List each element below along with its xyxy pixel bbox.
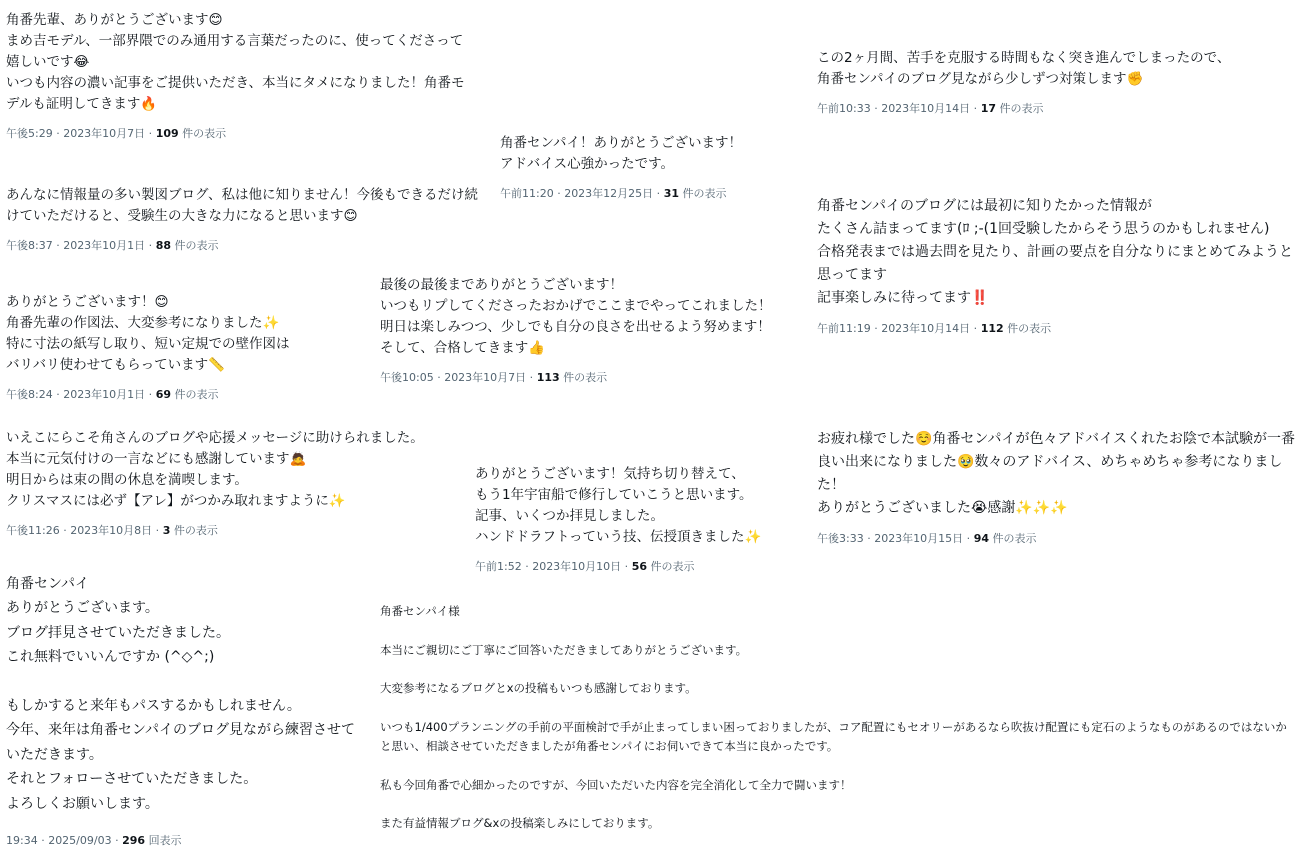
reply-card-3	[6, 292, 366, 402]
reply-text: 最後の最後までありがとうございます！ いつもリプしてくださったおかげでここまでやってこれました！ 明日は楽しみつつ、少しでも自分の良さを出せるよう努めます！ そして、合格してきます👍	[380, 277, 772, 356]
view-count: 109	[155, 127, 179, 140]
reply-card-9	[380, 602, 1290, 834]
reply-text: いえこにらこそ角さんのブログや応援メッセージに助けられました。 本当に元気付けの一言などにも感謝しています🙇 明日からは束の間の休息を満喫します。 クリスマスには必ず【アレ】がつかみ取れますように✨	[6, 430, 424, 509]
reply-card-2	[6, 185, 478, 253]
reply-card-12	[817, 428, 1305, 546]
reply-timestamp[interactable]: 午後11:26 · 2023年10月8日	[6, 524, 153, 537]
reply-text: ありがとうございます！😊 角番先輩の作図法、大変参考になりました✨ 特に寸法の紙写し取り、短い定規での壁作図は バリバリ使わせてもらっています📏	[6, 294, 290, 373]
reply-text: 角番センパイ ありがとうございます。 ブログ拝見させていただきました。 これ無料でいいんですか (^◇^;) もしかすると来年もパスするかもしれません。 今年、来年は角番センパイのブログ見ながら練習させていただきます。 それとフォローさせていただきました。 よろしくお願いします。	[6, 576, 356, 812]
view-count: 17	[980, 102, 996, 115]
view-count: 88	[155, 239, 171, 252]
view-label: 件の表示	[650, 560, 695, 573]
reply-text: 角番センパイ様 本当にご親切にご丁寧にご回答いただきましてありがとうございます。 大変参考になるブログとxの投稿もいつも感謝しております。 いつも1/400プランニングの手前の平面検討で手が止まってしまい困っておりましたが、コア配置にもセオリーがあるなら吹抜け配置にも定石のようなものがあるのではないかと思い、相談させていただきましたが角番センパイにお伺いできて本当に良かったです。 私も今回角番で心細かったのですが、今回いただいた内容を完全消化して全力で闘います！ また有益情報ブログ&xの投稿楽しみにしております。	[380, 604, 1287, 831]
reply-meta: 19:34 · 2025/09/03 · 296 回表示	[6, 834, 182, 848]
reply-meta: 午後5:29 · 2023年10月7日 · 109 件の表示	[6, 127, 227, 140]
reply-card-7	[380, 275, 800, 385]
reply-meta: 午後3:33 · 2023年10月15日 · 94 件の表示	[817, 532, 1037, 545]
view-label: 件の表示	[1007, 322, 1052, 335]
view-count: 296	[122, 834, 146, 848]
reply-meta: 午前10:33 · 2023年10月14日 · 17 件の表示	[817, 102, 1044, 115]
reply-card-11	[817, 195, 1305, 336]
view-count: 56	[631, 560, 647, 573]
reply-meta: 午前1:52 · 2023年10月10日 · 56 件の表示	[475, 560, 695, 573]
reply-meta: 午後10:05 · 2023年10月7日 · 113 件の表示	[380, 371, 608, 384]
view-count: 69	[155, 388, 171, 401]
reply-text: 角番センパイ！ありがとうございます！ アドバイス心強かったです。	[500, 135, 743, 172]
view-label: 件の表示	[173, 524, 218, 537]
reply-timestamp[interactable]: 午後8:37 · 2023年10月1日	[6, 239, 146, 252]
view-label: 件の表示	[682, 187, 727, 200]
reply-card-6	[500, 133, 800, 201]
view-label: 件の表示	[174, 388, 219, 401]
reply-card-4	[6, 428, 456, 538]
reply-timestamp[interactable]: 午前11:20 · 2023年12月25日	[500, 187, 654, 200]
view-label: 件の表示	[563, 371, 608, 384]
reply-timestamp[interactable]: 午前11:19 · 2023年10月14日	[817, 322, 971, 335]
view-label: 件の表示	[182, 127, 227, 140]
view-label: 件の表示	[992, 532, 1037, 545]
view-label: 件の表示	[174, 239, 219, 252]
reply-meta: 午前11:20 · 2023年12月25日 · 31 件の表示	[500, 187, 727, 200]
reply-text: ありがとうございます！気持ち切り替えて、 もう1年宇宙船で修行していこうと思います。 記事、いくつか拝見しました。 ハンドドラフトっていう技、伝授頂きました✨	[475, 466, 762, 545]
reply-timestamp[interactable]: 午前10:33 · 2023年10月14日	[817, 102, 971, 115]
view-count: 3	[162, 524, 171, 537]
view-label: 回表示	[148, 834, 182, 848]
reply-timestamp[interactable]: 午前1:52 · 2023年10月10日	[475, 560, 622, 573]
view-label: 件の表示	[999, 102, 1044, 115]
reply-text: この2ヶ月間、苦手を克服する時間もなく突き進んでしまったので、 角番センパイのブログ見ながら少しずつ対策します✊	[817, 50, 1231, 87]
reply-meta: 午後8:24 · 2023年10月1日 · 69 件の表示	[6, 388, 219, 401]
reply-card-5	[6, 572, 358, 848]
reply-timestamp[interactable]: 午後5:29 · 2023年10月7日	[6, 127, 146, 140]
reply-text: 角番先輩、ありがとうございます😊 まめ吉モデル、一部界隈でのみ通用する言葉だったのに、使ってくださって嬉しいです😂 いつも内容の濃い記事をご提供いただき、本当にタメになりました！角番モデルも証明してきます🔥	[6, 12, 465, 112]
view-count: 112	[980, 322, 1004, 335]
reply-card-10	[817, 48, 1287, 116]
reply-meta: 午後8:37 · 2023年10月1日 · 88 件の表示	[6, 239, 219, 252]
reply-timestamp[interactable]: 午後3:33 · 2023年10月15日	[817, 532, 964, 545]
view-count: 31	[663, 187, 679, 200]
view-count: 113	[536, 371, 560, 384]
reply-text: お疲れ様でした☺️角番センパイが色々アドバイスくれたお陰で本試験が一番良い出来になりました🥹数々のアドバイス、めちゃめちゃ参考になりました！ ありがとうございました😭感謝✨✨✨	[817, 431, 1296, 516]
reply-timestamp[interactable]: 19:34 · 2025/09/03	[6, 834, 112, 848]
reply-meta: 午前11:19 · 2023年10月14日 · 112 件の表示	[817, 322, 1052, 335]
reply-text: 角番センパイのブログには最初に知りたかった情報が たくさん詰まってます(ﾛ ;-(1回受験したからそう思うのかもしれません) 合格発表までは過去問を見たり、計画の要点を自分なりにまとめてみようと思ってます 記事楽しみに待ってます‼️	[817, 198, 1293, 306]
reply-timestamp[interactable]: 午後8:24 · 2023年10月1日	[6, 388, 146, 401]
reply-timestamp[interactable]: 午後10:05 · 2023年10月7日	[380, 371, 527, 384]
reply-text: あんなに情報量の多い製図ブログ、私は他に知りません！今後もできるだけ続けていただけると、受験生の大きな力になると思います😊	[6, 187, 478, 224]
reply-card-8	[475, 464, 795, 574]
reply-meta: 午後11:26 · 2023年10月8日 · 3 件の表示	[6, 524, 218, 537]
view-count: 94	[973, 532, 989, 545]
reply-card-1	[6, 10, 468, 141]
